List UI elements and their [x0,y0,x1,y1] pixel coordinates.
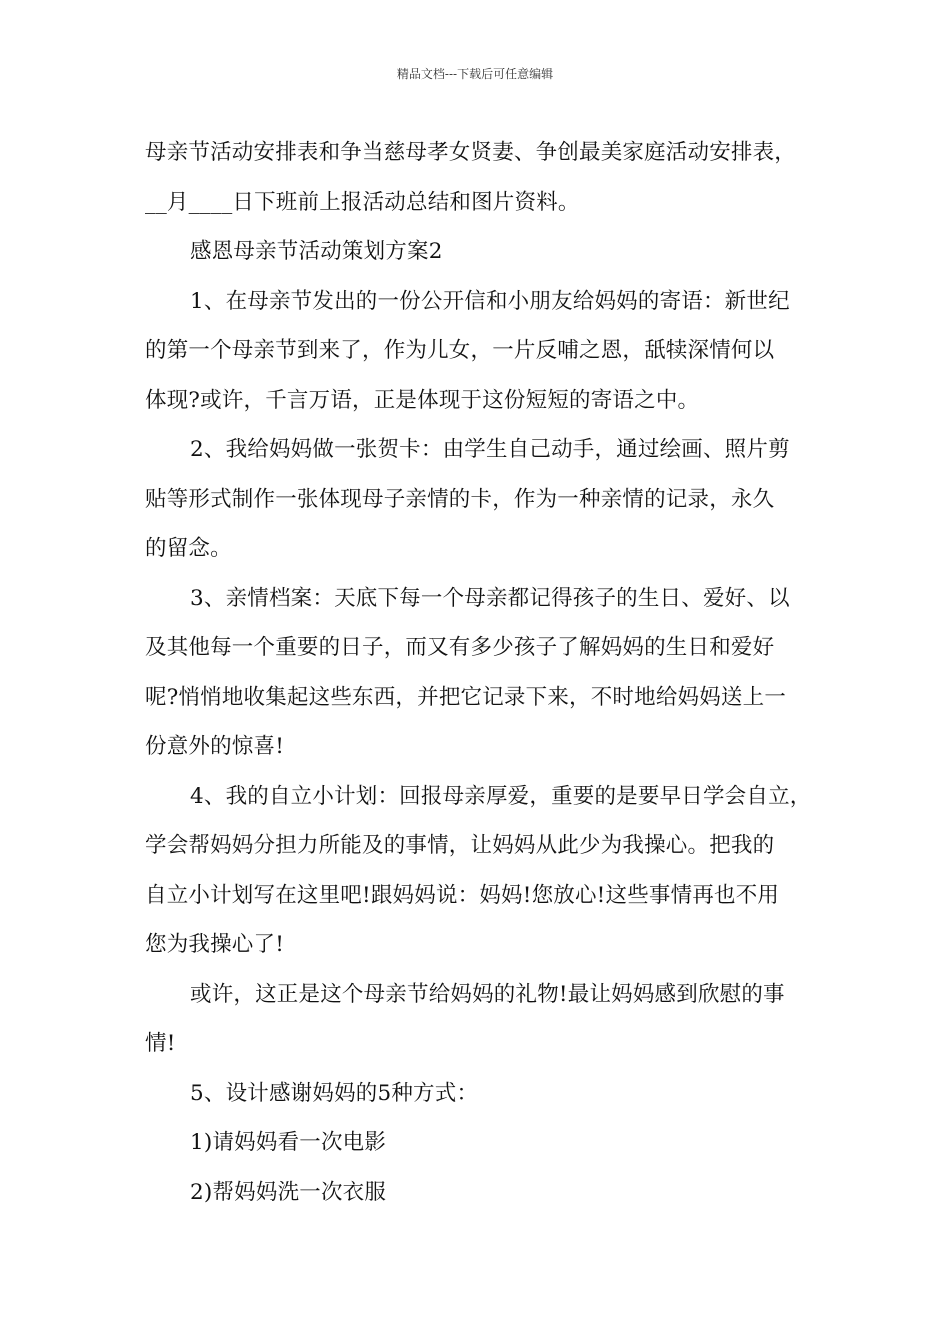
text-line: 母亲节活动安排表和争当慈母孝女贤妻、争创最美家庭活动安排表， [145,140,797,165]
text-line: 及其他每一个重要的日子，而又有多少孩子了解妈妈的生日和爱好 [145,635,775,660]
text-line: 体现?或许，千言万语，正是体现于这份短短的寄语之中。 [145,387,700,413]
text-line: 份意外的惊喜! [145,734,285,759]
text-line: 或许，这正是这个母亲节给妈妈的礼物!最让妈妈感到欣慰的事 [190,981,785,1007]
list-item: 2)帮妈妈洗一次衣服 [190,1179,387,1205]
text-line: 的留念。 [145,536,232,561]
section-heading: 感恩母亲节活动策划方案2 [190,239,443,264]
text-line: 3、亲情档案：天底下每一个母亲都记得孩子的生日、爱好、以 [190,585,790,611]
page-header: 精品文档---下载后可任意编辑 [396,67,554,81]
text-line: 呢?悄悄地收集起这些东西，并把它记录下来，不时地给妈妈送上一 [145,684,787,710]
text-line: __月____日下班前上报活动总结和图片资料。 [145,189,580,215]
text-line: 的第一个母亲节到来了，作为儿女，一片反哺之恩，舐犊深情何以 [145,338,775,363]
text-line: 贴等形式制作一张体现母子亲情的卡，作为一种亲情的记录，永久 [145,486,775,512]
text-line: 情! [145,1031,176,1056]
text-line: 5、设计感谢妈妈的5种方式： [190,1080,479,1106]
text-line: 4、我的自立小计划：回报母亲厚爱，重要的是要早日学会自立， [190,783,812,809]
list-item: 1)请妈妈看一次电影 [190,1130,387,1155]
text-line: 2、我给妈妈做一张贺卡：由学生自己动手，通过绘画、照片剪 [190,437,790,462]
document-body [145,128,810,1217]
text-line: 自立小计划写在这里吧!跟妈妈说：妈妈!您放心!这些事情再也不用 [145,882,780,908]
text-line: 您为我操心了! [145,932,285,957]
text-line: 学会帮妈妈分担力所能及的事情，让妈妈从此少为我操心。把我的 [145,833,775,858]
text-line: 1、在母亲节发出的一份公开信和小朋友给妈妈的寄语：新世纪 [190,288,790,314]
